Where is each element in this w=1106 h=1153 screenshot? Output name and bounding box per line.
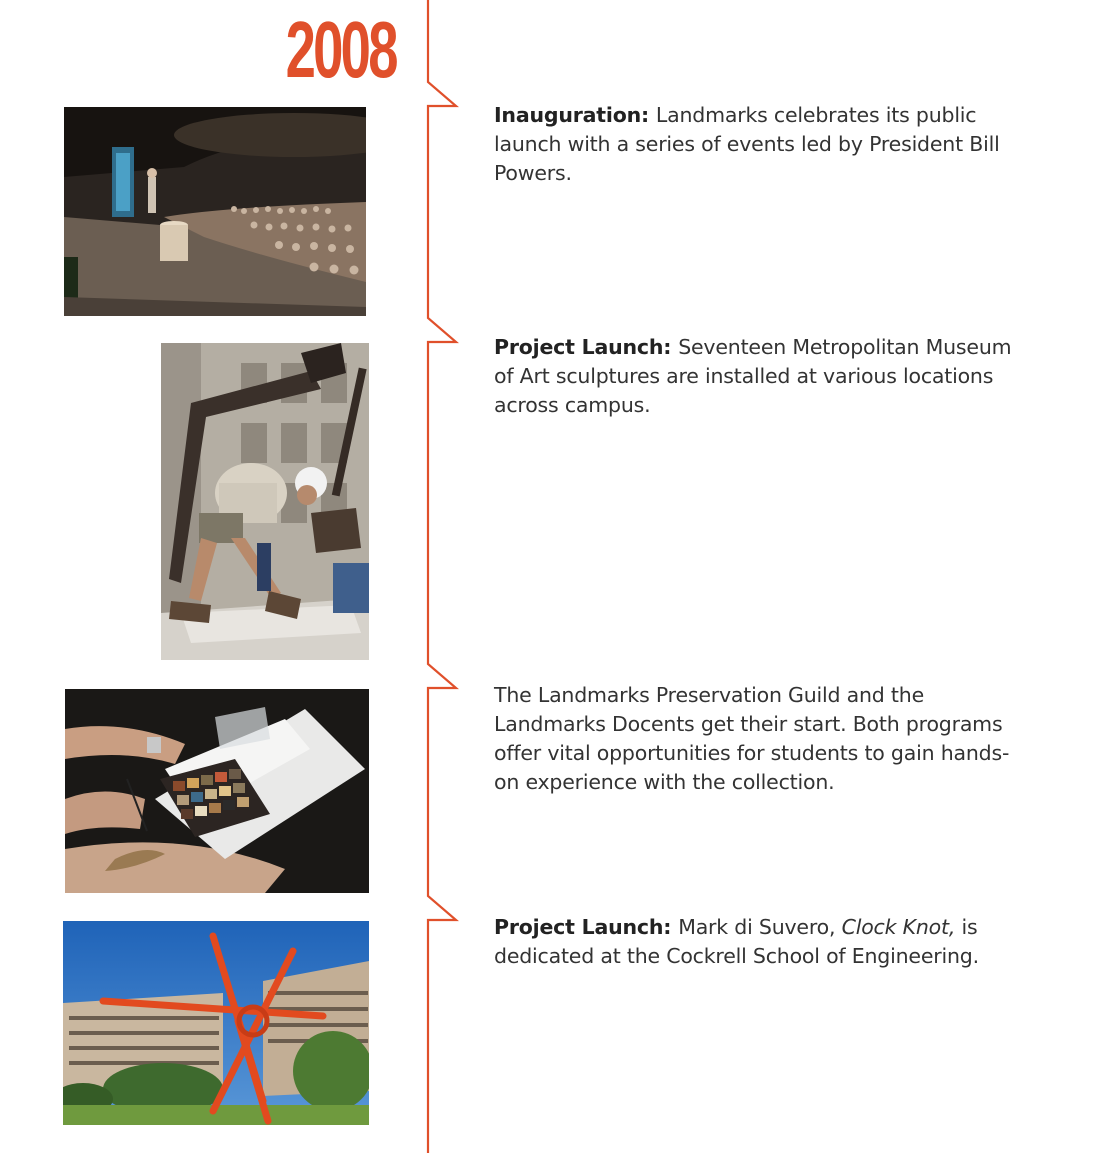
clock-knot-sculpture-photo <box>63 921 369 1125</box>
entry-heading: Project Launch: <box>494 915 679 939</box>
timeline-entry-inauguration <box>494 101 1034 188</box>
sculpture-installation-photo <box>161 343 369 660</box>
entry-heading: Inauguration: <box>494 103 656 127</box>
entry-heading: Project Launch: <box>494 335 679 359</box>
entry-body: Seventeen Metropolitan Museum of Art sculptures are installed at various locations across campus. <box>494 335 1012 417</box>
entry-body-before: Mark di Suvero, <box>678 915 842 939</box>
artwork-title: Clock Knot, <box>841 915 956 939</box>
timeline-entry-guild-docents <box>494 681 1034 797</box>
auditorium-photo <box>64 107 366 316</box>
entry-body: The Landmarks Preservation Guild and the Landmarks Docents get their start. Both programs offer vital opportunities for students to gain hands-on experience with the collection. <box>494 683 1010 794</box>
year-heading: 2008 <box>285 5 396 94</box>
watercolor-palette-photo <box>65 689 369 893</box>
timeline-entry-clock-knot-launch <box>494 913 1034 971</box>
entry-body: Landmarks celebrates its public launch with a series of events led by President Bill Powers. <box>494 103 1000 185</box>
timeline-entry-sculptures-launch <box>494 333 1034 420</box>
entry-body-after: is dedicated at the Cockrell School of Engineering. <box>494 915 979 968</box>
